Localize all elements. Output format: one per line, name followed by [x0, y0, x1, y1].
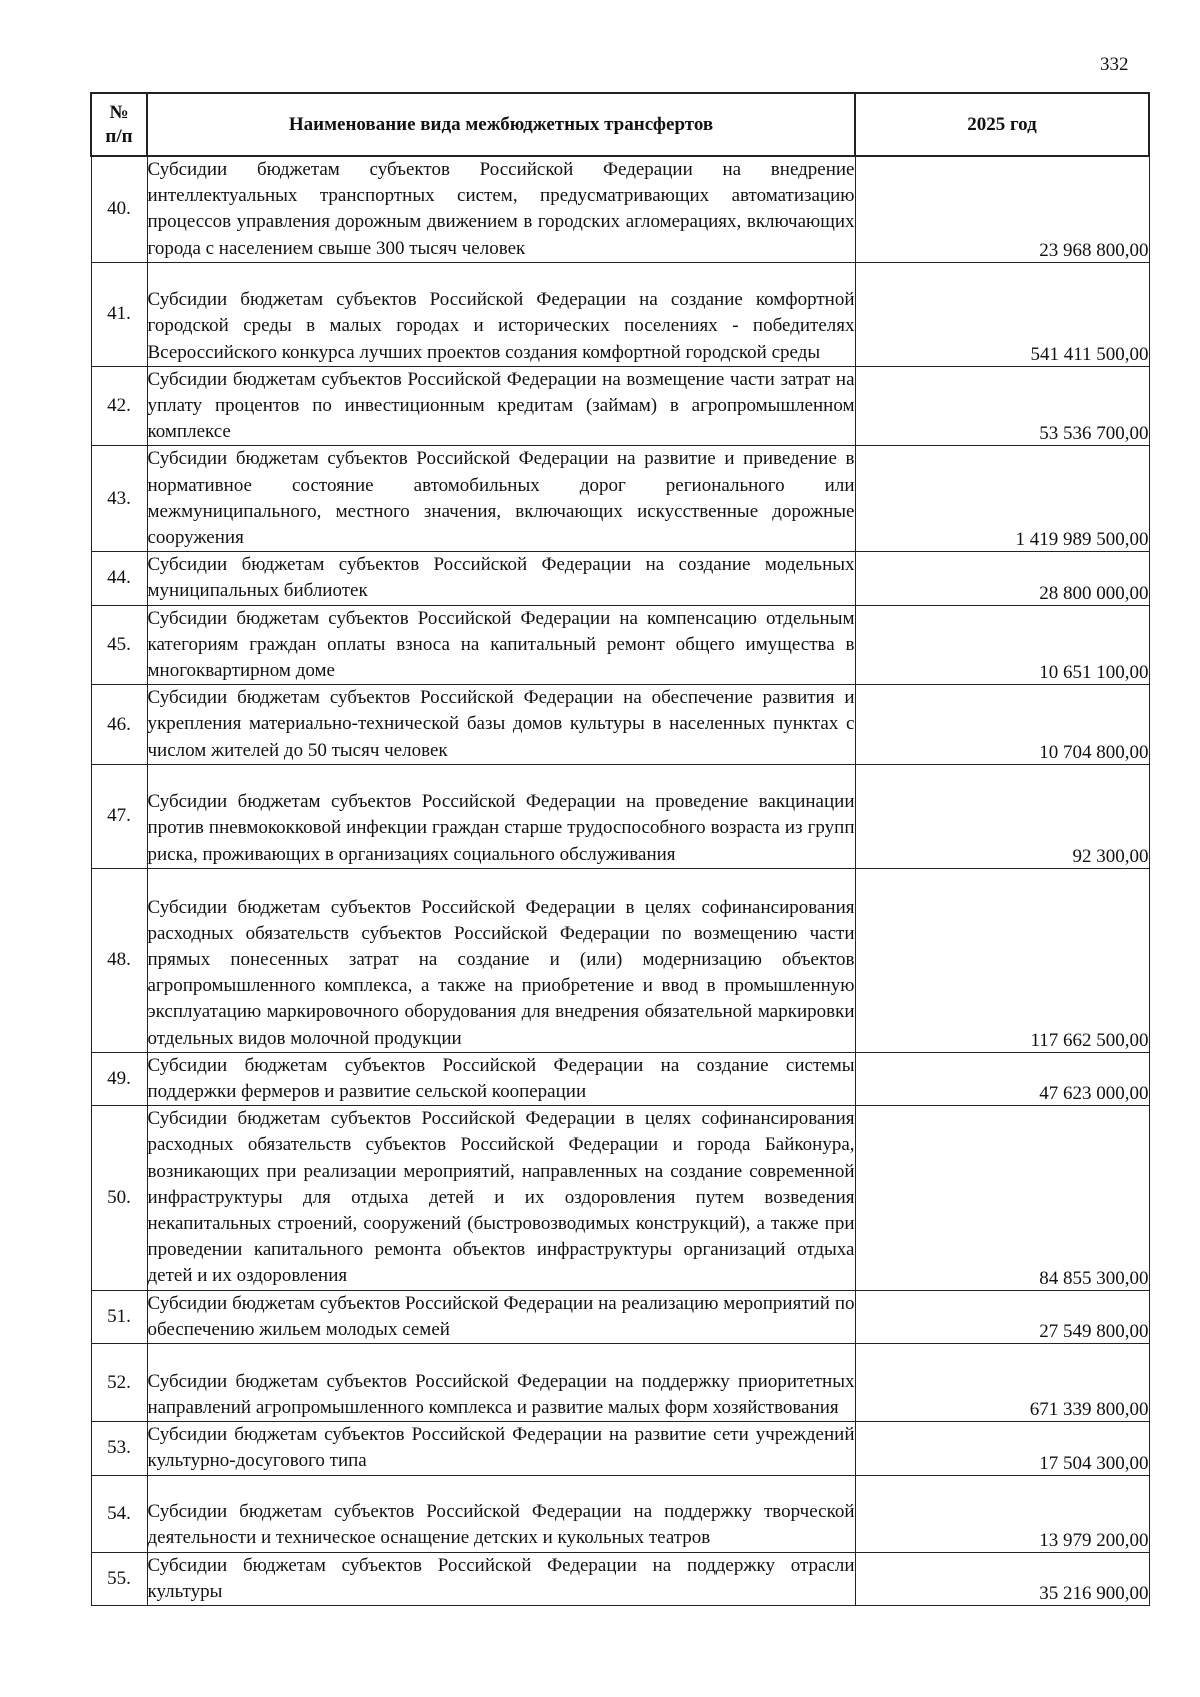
- table-row: [91, 685, 1149, 765]
- column-header-name: Наименование вида межбюджетных трансфертов: [147, 93, 855, 156]
- table-row: [91, 366, 1149, 446]
- row-name: Субсидии бюджетам субъектов Российской Федерации на компенсацию отдельным категориям граждан оплаты взноса на капитальный ремонт общего имущества в многоквартирном доме: [147, 605, 855, 685]
- row-name: Субсидии бюджетам субъектов Российской Федерации на внедрение интеллектуальных транспортных систем, предусматривающих автоматизацию процессов управления дорожным движением в городских агломерациях, включающих города с населением свыше 300 тысяч человек: [147, 156, 855, 262]
- row-number: 43.: [91, 446, 147, 552]
- row-amount: 84 855 300,00: [855, 1106, 1149, 1290]
- row-name: Субсидии бюджетам субъектов Российской Федерации на проведение вакцинации против пневмококковой инфекции граждан старше трудоспособного возраста из групп риска, проживающих в организациях социального обслуживания: [147, 764, 855, 868]
- row-amount: 13 979 200,00: [855, 1475, 1149, 1552]
- row-number: 42.: [91, 366, 147, 446]
- row-name: Субсидии бюджетам субъектов Российской Федерации на создание комфортной городской среды в малых городах и исторических поселениях - победителях Всероссийского конкурса лучших проектов создания комфортной городской среды: [147, 262, 855, 366]
- row-name: Субсидии бюджетам субъектов Российской Федерации на создание модельных муниципальных библиотек: [147, 552, 855, 605]
- table-row: [91, 1052, 1149, 1105]
- row-number: 45.: [91, 605, 147, 685]
- table-header-row: [91, 93, 1149, 156]
- row-amount: 541 411 500,00: [855, 262, 1149, 366]
- table-row: [91, 156, 1149, 262]
- row-name: Субсидии бюджетам субъектов Российской Федерации на развитие и приведение в нормативное состояние автомобильных дорог регионального или межмуниципального, местного значения, включающих искусственные дорожные сооружения: [147, 446, 855, 552]
- row-number: 50.: [91, 1106, 147, 1290]
- row-amount: 28 800 000,00: [855, 552, 1149, 605]
- row-name: Субсидии бюджетам субъектов Российской Федерации на создание системы поддержки фермеров и развитие сельской кооперации: [147, 1052, 855, 1105]
- table-row: [91, 1422, 1149, 1475]
- row-amount: 1 419 989 500,00: [855, 446, 1149, 552]
- row-number: 47.: [91, 764, 147, 868]
- row-amount: 23 968 800,00: [855, 156, 1149, 262]
- row-name: Субсидии бюджетам субъектов Российской Федерации в целях софинансирования расходных обязательств субъектов Российской Федерации и города Байконура, возникающих при реализации мероприятий, направленных на создание современной инфраструктуры для отдыха детей и их оздоровления путем возведения некапитальных строений, сооружений (быстровозводимых конструкций), а также при проведении капитального ремонта объектов инфраструктуры организаций отдыха детей и их оздоровления: [147, 1106, 855, 1290]
- table-row: [91, 446, 1149, 552]
- page-number: 332: [1100, 54, 1129, 75]
- table-row: [91, 1475, 1149, 1552]
- row-number: 55.: [91, 1552, 147, 1605]
- row-amount: 35 216 900,00: [855, 1552, 1149, 1605]
- row-name: Субсидии бюджетам субъектов Российской Федерации на поддержку отрасли культуры: [147, 1552, 855, 1605]
- row-number: 49.: [91, 1052, 147, 1105]
- table-row: [91, 1290, 1149, 1343]
- row-amount: 53 536 700,00: [855, 366, 1149, 446]
- row-amount: 92 300,00: [855, 764, 1149, 868]
- row-name: Субсидии бюджетам субъектов Российской Федерации на поддержку приоритетных направлений агропромышленного комплекса и развитие малых форм хозяйствования: [147, 1344, 855, 1422]
- row-number: 44.: [91, 552, 147, 605]
- column-header-number-line1: №: [109, 101, 129, 123]
- row-name: Субсидии бюджетам субъектов Российской Федерации на возмещение части затрат на уплату процентов по инвестиционным кредитам (займам) в агропромышленном комплексе: [147, 366, 855, 446]
- row-number: 53.: [91, 1422, 147, 1475]
- table-row: [91, 552, 1149, 605]
- table-row: [91, 1344, 1149, 1422]
- table-row: [91, 1106, 1149, 1290]
- row-number: 48.: [91, 868, 147, 1052]
- table-row: [91, 868, 1149, 1052]
- row-amount: 117 662 500,00: [855, 868, 1149, 1052]
- row-amount: 27 549 800,00: [855, 1290, 1149, 1343]
- row-name: Субсидии бюджетам субъектов Российской Федерации на обеспечение развития и укрепления материально-технической базы домов культуры в населенных пунктах с числом жителей до 50 тысяч человек: [147, 685, 855, 765]
- table-row: [91, 1552, 1149, 1605]
- row-amount: 47 623 000,00: [855, 1052, 1149, 1105]
- column-header-year: 2025 год: [855, 93, 1149, 156]
- row-amount: 671 339 800,00: [855, 1344, 1149, 1422]
- row-number: 40.: [91, 156, 147, 262]
- row-number: 46.: [91, 685, 147, 765]
- row-amount: 10 651 100,00: [855, 605, 1149, 685]
- table-row: [91, 764, 1149, 868]
- row-name: Субсидии бюджетам субъектов Российской Федерации в целях софинансирования расходных обязательств субъектов Российской Федерации по возмещению части прямых понесенных затрат на создание и (или) модернизацию объектов агропромышленного комплекса, а также на приобретение и ввод в промышленную эксплуатацию маркировочного оборудования для внедрения обязательной маркировки отдельных видов молочной продукции: [147, 868, 855, 1052]
- table-row: [91, 262, 1149, 366]
- row-number: 54.: [91, 1475, 147, 1552]
- row-name: Субсидии бюджетам субъектов Российской Федерации на развитие сети учреждений культурно-досугового типа: [147, 1422, 855, 1475]
- transfers-table: [90, 92, 1150, 1606]
- row-number: 51.: [91, 1290, 147, 1343]
- row-name: Субсидии бюджетам субъектов Российской Федерации на реализацию мероприятий по обеспечению жильем молодых семей: [147, 1290, 855, 1343]
- row-number: 41.: [91, 262, 147, 366]
- row-name: Субсидии бюджетам субъектов Российской Федерации на поддержку творческой деятельности и техническое оснащение детских и кукольных театров: [147, 1475, 855, 1552]
- row-amount: 10 704 800,00: [855, 685, 1149, 765]
- table-row: [91, 605, 1149, 685]
- row-amount: 17 504 300,00: [855, 1422, 1149, 1475]
- column-header-number: [91, 93, 147, 156]
- column-header-number-line2: п/п: [105, 125, 133, 147]
- row-number: 52.: [91, 1344, 147, 1422]
